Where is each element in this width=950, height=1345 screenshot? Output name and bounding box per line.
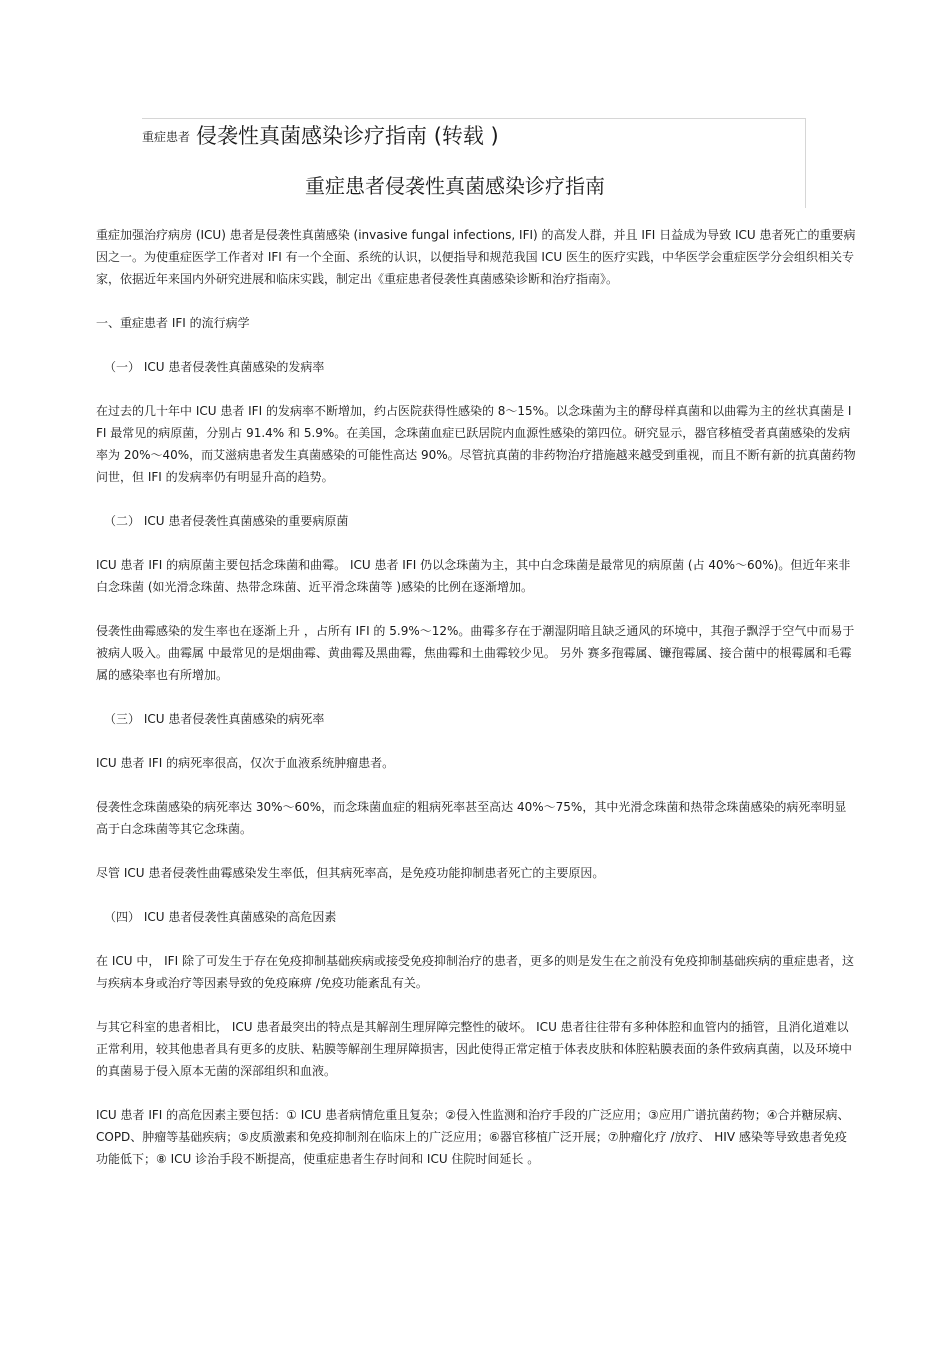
subsection-heading: （四） ICU 患者侵袭性真菌感染的高危因素 xyxy=(104,910,337,924)
document-body xyxy=(96,224,858,1192)
title-prefix: 重症患者 xyxy=(142,130,191,144)
title-main: 侵袭性真菌感染诊疗指南 (转载 ) xyxy=(196,124,499,148)
paragraph: ICU 患者 IFI 的病原菌主要包括念珠菌和曲霉。 ICU 患者 IFI 仍以念珠菌为主，其中白念珠菌是最常见的病原菌 (占 40%～60%)。但近年来非白念珠菌 (如光滑念珠菌、热带念珠菌、近平滑念珠菌等 )感染的比例在逐渐增加。 xyxy=(96,558,851,594)
subsection-heading: （三） ICU 患者侵袭性真菌感染的病死率 xyxy=(104,712,325,726)
subsection-heading: （一） ICU 患者侵袭性真菌感染的发病率 xyxy=(104,360,325,374)
paragraph: 侵袭性念珠菌感染的病死率达 30%～60%，而念珠菌血症的粗病死率甚至高达 40%～75%，其中光滑念珠菌和热带念珠菌感染的病死率明显高于白念珠菌等其它念珠菌。 xyxy=(96,800,847,836)
subsection-heading: （二） ICU 患者侵袭性真菌感染的重要病原菌 xyxy=(104,514,349,528)
paragraph: ICU 患者 IFI 的高危因素主要包括：① ICU 患者病情危重且复杂；②侵入性监测和治疗手段的广泛应用；③应用广谱抗菌药物；④合并糖尿病、 COPD、肿瘤等基础疾病；⑤皮质激素和免疫抑制剂在临床上的广泛应用；⑥器官移植广泛开展；⑦肿瘤化疗 /放疗、 HIV 感染等导致患者免疫功能低下；⑧ ICU 诊治手段不断提高，使重症患者生存时间和 ICU 住院时间延长 。 xyxy=(96,1108,854,1166)
document-title xyxy=(142,121,499,153)
paragraph: 在过去的几十年中 ICU 患者 IFI 的发病率不断增加，约占医院获得性感染的 8～15%。以念珠菌为主的酵母样真菌和以曲霉为主的丝状真菌是 IFI 最常见的病原菌，分别占 91.4% 和 5.9%。在美国，念珠菌血症已跃居院内血源性感染的第四位。研究显示，器官移植受者真菌感染的发病率为 20%～40%，而艾滋病患者发生真菌感染的可能性高达 90%。尽管抗真菌的非药物治疗措施越来越受到重视，而且不断有新的抗真菌药物问世，但 IFI 的发病率仍有明显升高的趋势。 xyxy=(96,404,856,484)
document-subtitle: 重症患者侵袭性真菌感染诊疗指南 xyxy=(305,174,605,198)
paragraph: 与其它科室的患者相比， ICU 患者最突出的特点是其解剖生理屏障完整性的破坏。 ICU 患者往往带有多种体腔和血管内的插管，且消化道难以正常利用，较其他患者具有更多的皮肤、粘膜等解剖生理屏障损害，因此使得正常定植于体表皮肤和体腔粘膜表面的条件致病真菌，以及环境中的真菌易于侵入原本无菌的深部组织和血液。 xyxy=(96,1020,853,1078)
section-heading: 一、重症患者 IFI 的流行病学 xyxy=(96,316,250,330)
intro-paragraph: 重症加强治疗病房 (ICU) 患者是侵袭性真菌感染 (invasive fungal infections, IFI) 的高发人群，并且 IFI 日益成为导致 ICU 患者死亡的重要病因之一。为使重症医学工作者对 IFI 有一个全面、系统的认识，以便指导和规范我国 ICU 医生的医疗实践，中华医学会重症医学分会组织相关专家，依据近年来国内外研究进展和临床实践，制定出《重症患者侵袭性真菌感染诊断和治疗指南》。 xyxy=(96,228,856,286)
paragraph: ICU 患者 IFI 的病死率很高，仅次于血液系统肿瘤患者。 xyxy=(96,756,395,770)
paragraph: 侵袭性曲霉感染的发生率也在逐渐上升 ，占所有 IFI 的 5.9%～12%。曲霉多存在于潮湿阴暗且缺乏通风的环境中，其孢子飘浮于空气中而易于被病人吸入。曲霉属 中最常见的是烟曲霉、黄曲霉及黑曲霉，焦曲霉和土曲霉较少见。 另外 赛多孢霉属、镰孢霉属、接合菌中的根霉属和毛霉属的感染率也有所增加。 xyxy=(96,624,855,682)
paragraph: 尽管 ICU 患者侵袭性曲霉感染发生率低，但其病死率高，是免疫功能抑制患者死亡的主要原因。 xyxy=(96,866,605,880)
paragraph: 在 ICU 中， IFI 除了可发生于存在免疫抑制基础疾病或接受免疫抑制治疗的患者，更多的则是发生在之前没有免疫抑制基础疾病的重症患者，这与疾病本身或治疗等因素导致的免疫麻痹 /免疫功能紊乱有关。 xyxy=(96,954,854,990)
